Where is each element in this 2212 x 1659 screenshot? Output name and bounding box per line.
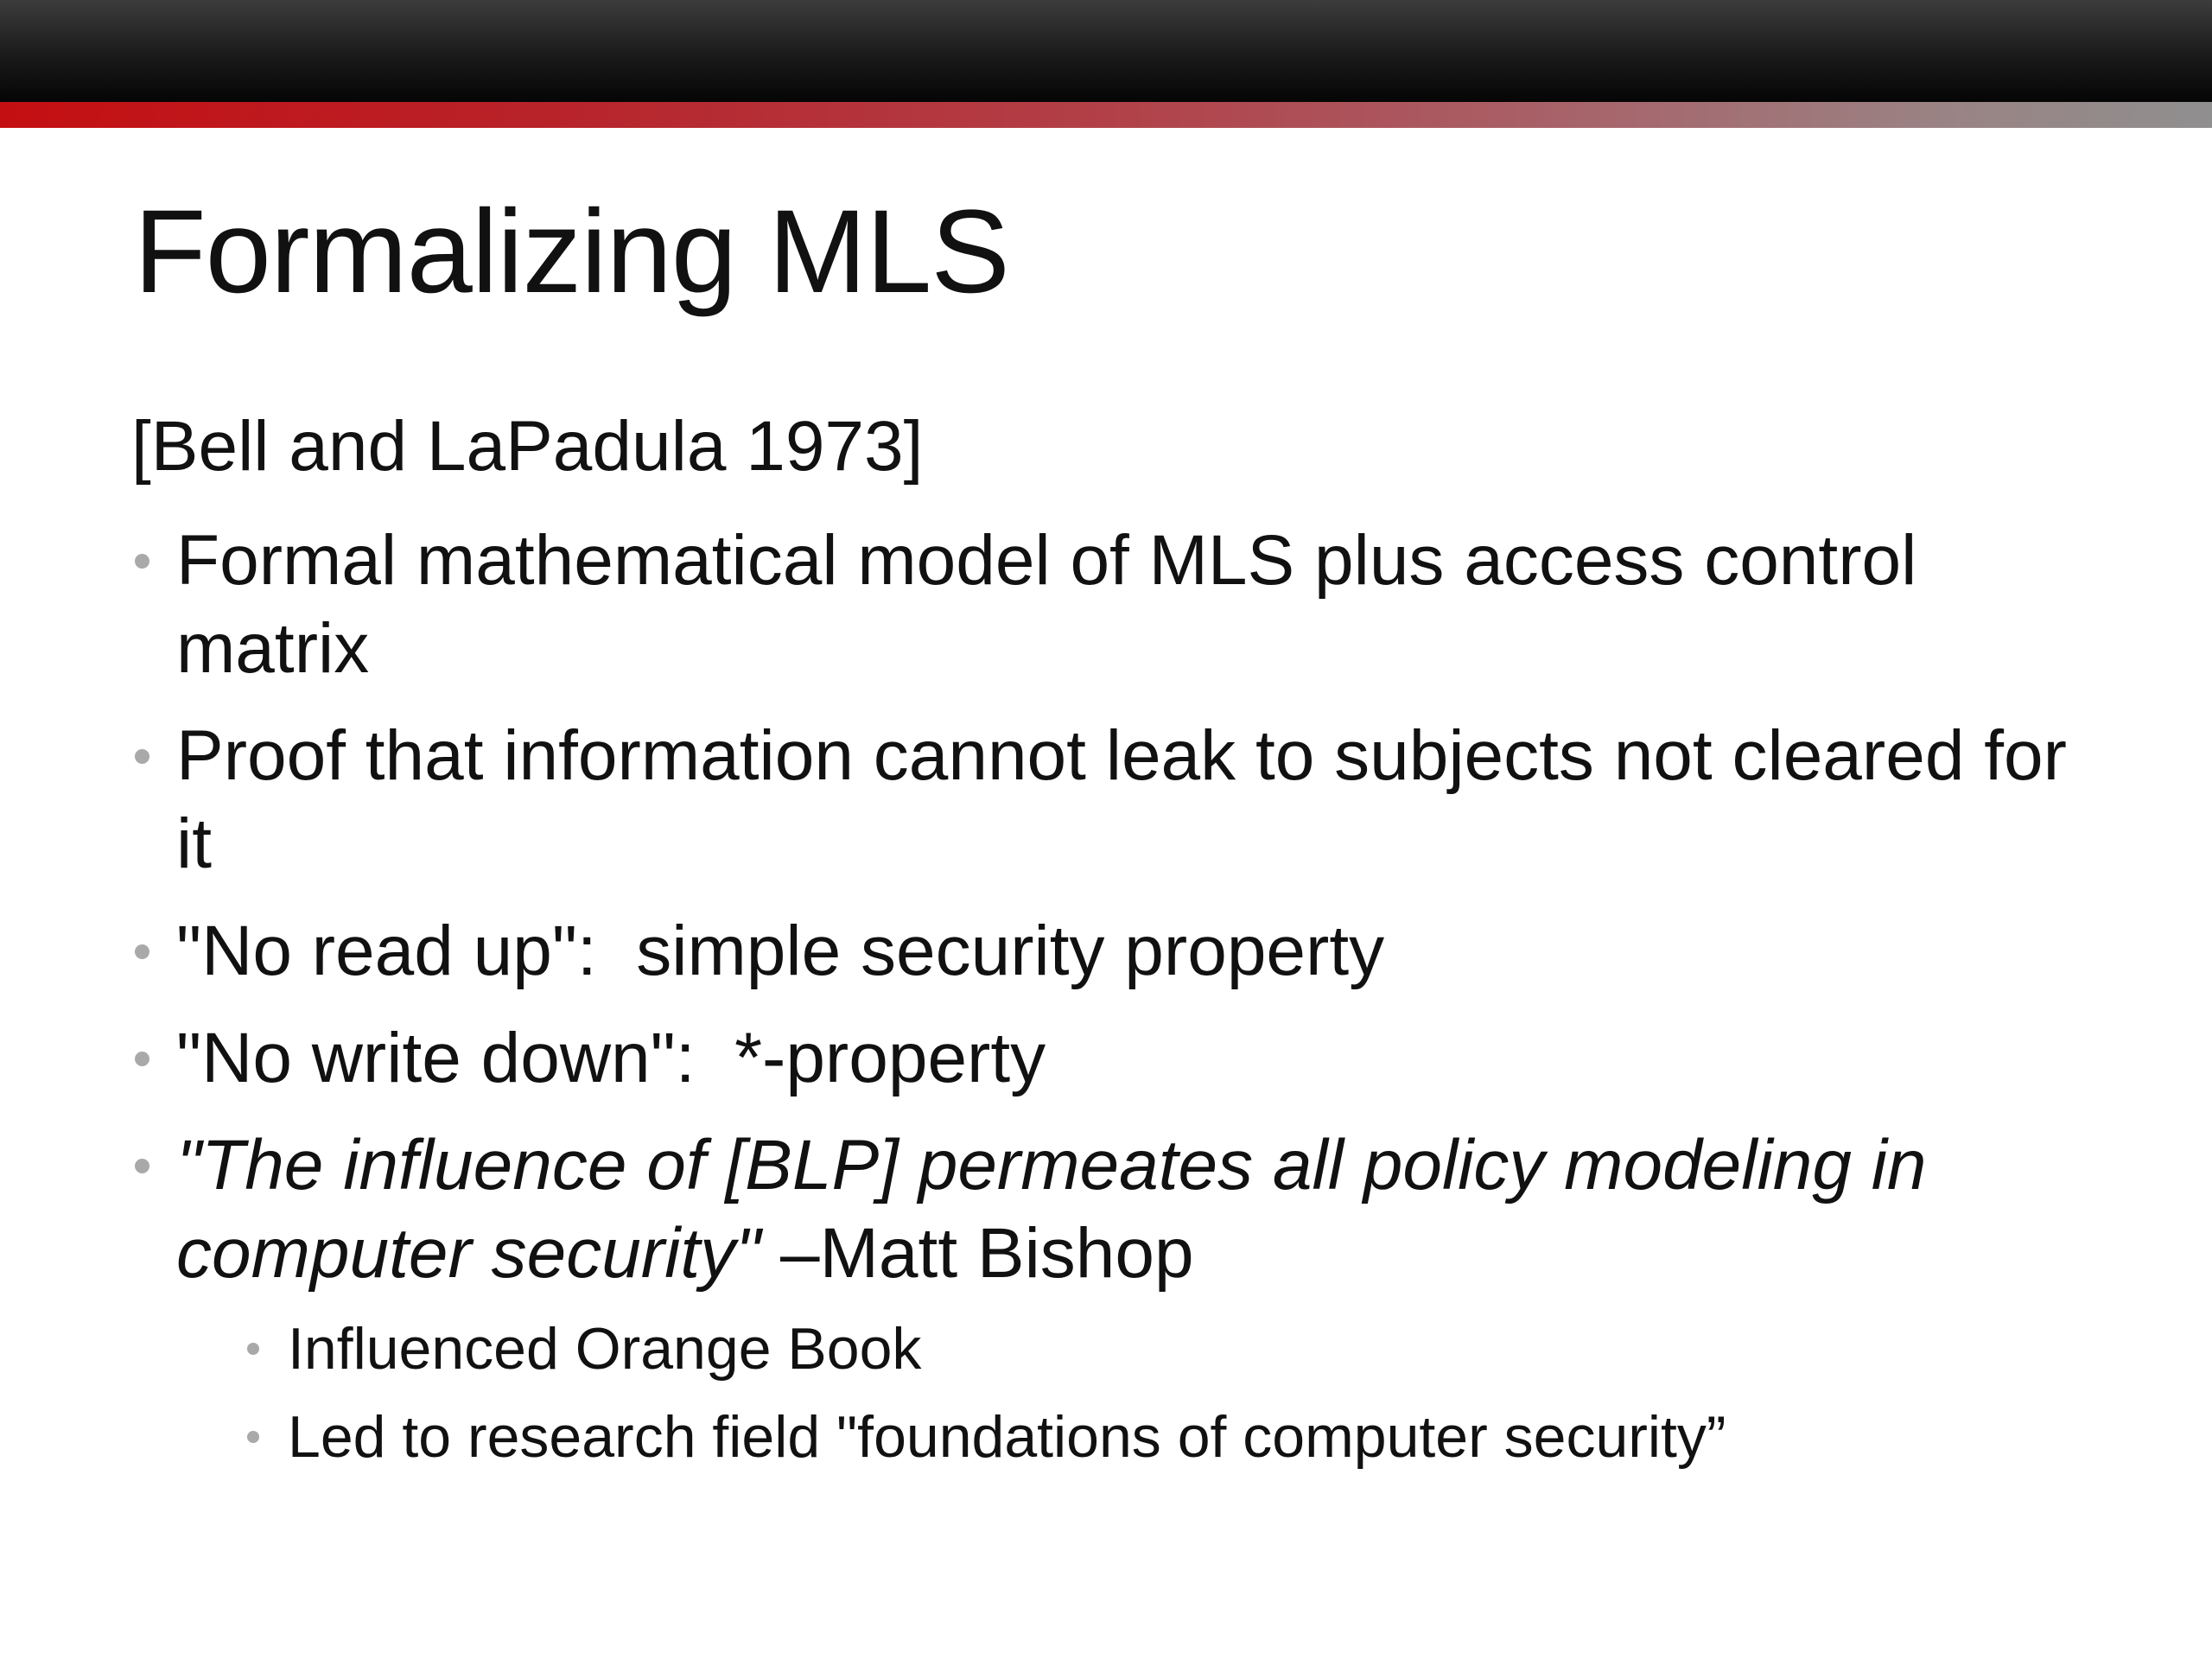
bullet-icon — [135, 554, 149, 569]
bullet-list — [131, 517, 2119, 1481]
accent-stripe — [0, 102, 2212, 128]
bullet-icon — [135, 1052, 149, 1066]
quote-attribution: –Matt Bishop — [760, 1214, 1194, 1293]
bullet-icon — [135, 749, 149, 764]
list-item — [176, 1393, 2119, 1481]
bullet-icon — [135, 944, 149, 959]
citation-text: [Bell and LaPadula 1973] — [131, 407, 924, 486]
quote-bullet — [176, 1122, 2119, 1298]
bullet-icon — [247, 1431, 259, 1443]
list-item — [131, 517, 2119, 693]
bullet-text: "No read up": simple security property — [176, 912, 1385, 990]
slide-body — [131, 396, 2119, 1481]
sub-bullet-text: Influenced Orange Book — [288, 1316, 922, 1382]
bullet-icon — [135, 1159, 149, 1173]
list-item — [131, 1122, 2119, 1481]
bullet-text: "No write down": *-property — [176, 1019, 1046, 1097]
list-item — [131, 1014, 2119, 1103]
quote-text: "The influence of [BLP] permeates all policy modeling in computer security" — [176, 1126, 1927, 1293]
list-item — [131, 712, 2119, 888]
list-item — [176, 1305, 2119, 1393]
list-item — [131, 907, 2119, 995]
slide-title: Formalizing MLS — [134, 186, 1009, 318]
header-bar — [0, 0, 2212, 102]
bullet-text: Formal mathematical model of MLS plus access control matrix — [176, 521, 1917, 688]
bullet-text: Proof that information cannot leak to subjects not cleared for it — [176, 716, 2067, 883]
sub-bullet-list — [176, 1305, 2119, 1481]
bullet-icon — [247, 1343, 259, 1355]
sub-bullet-text: Led to research field "foundations of computer security” — [288, 1404, 1726, 1470]
